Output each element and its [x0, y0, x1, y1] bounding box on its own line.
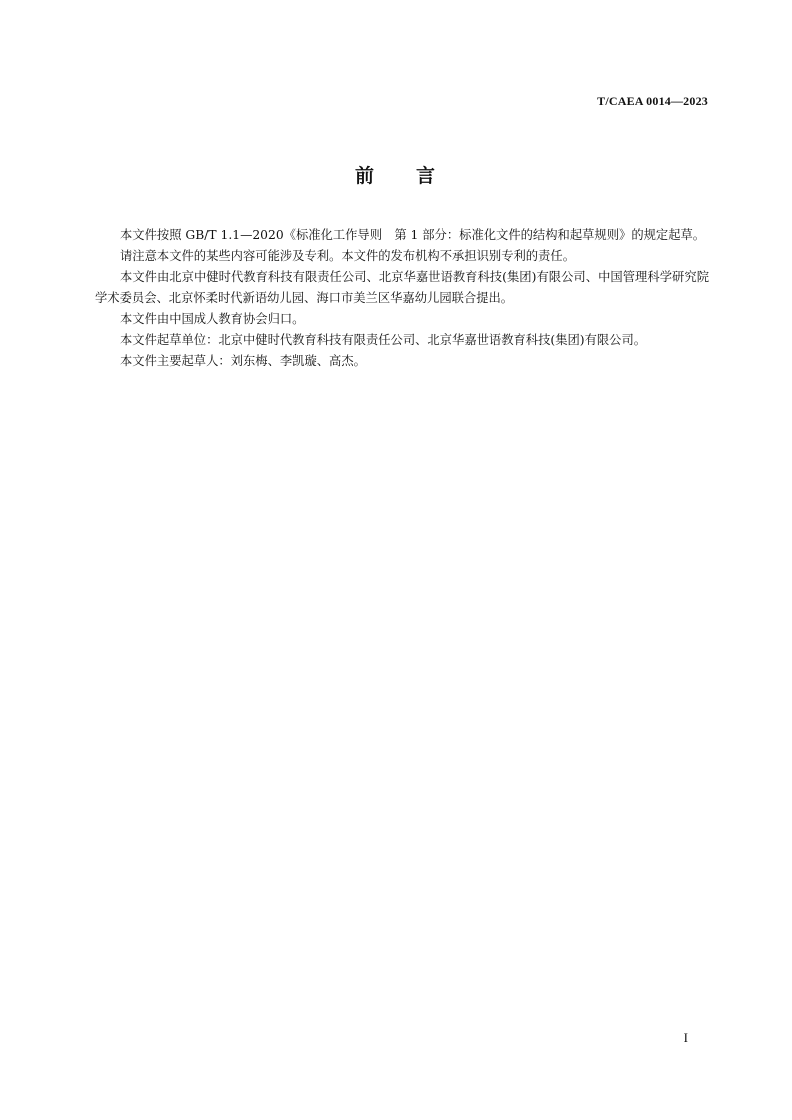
- paragraph-drafting-units: 本文件起草单位：北京中健时代教育科技有限责任公司、北京华嘉世语教育科技(集团)有限公司。: [120, 333, 647, 347]
- paragraph-administration: 本文件由中国成人教育协会归口。: [120, 312, 305, 326]
- paragraph-drafters: 本文件主要起草人：刘东梅、李凯璇、高杰。: [120, 354, 366, 368]
- foreword-body: [95, 225, 709, 372]
- page-title: [0, 161, 792, 188]
- paragraph-drafting-rules: 本文件按照 GB/T 1.1—2020《标准化工作导则 第 1 部分：标准化文件的结构和起草规则》的规定起草。: [120, 228, 706, 242]
- page-title-char-1: 前: [354, 165, 376, 187]
- paragraph-proposers: 本文件由北京中健时代教育科技有限责任公司、北京华嘉世语教育科技(集团)有限公司、中国管理科学研究院学术委员会、北京怀柔时代新语幼儿园、海口市美兰区华嘉幼儿园联合提出。: [95, 270, 709, 305]
- document-code: T/CAEA 0014—2023: [597, 94, 708, 108]
- paragraph-patent-notice: 请注意本文件的某些内容可能涉及专利。本文件的发布机构不承担识别专利的责任。: [120, 249, 575, 263]
- page-number: I: [683, 1030, 688, 1045]
- page-title-char-2: 言: [416, 165, 438, 187]
